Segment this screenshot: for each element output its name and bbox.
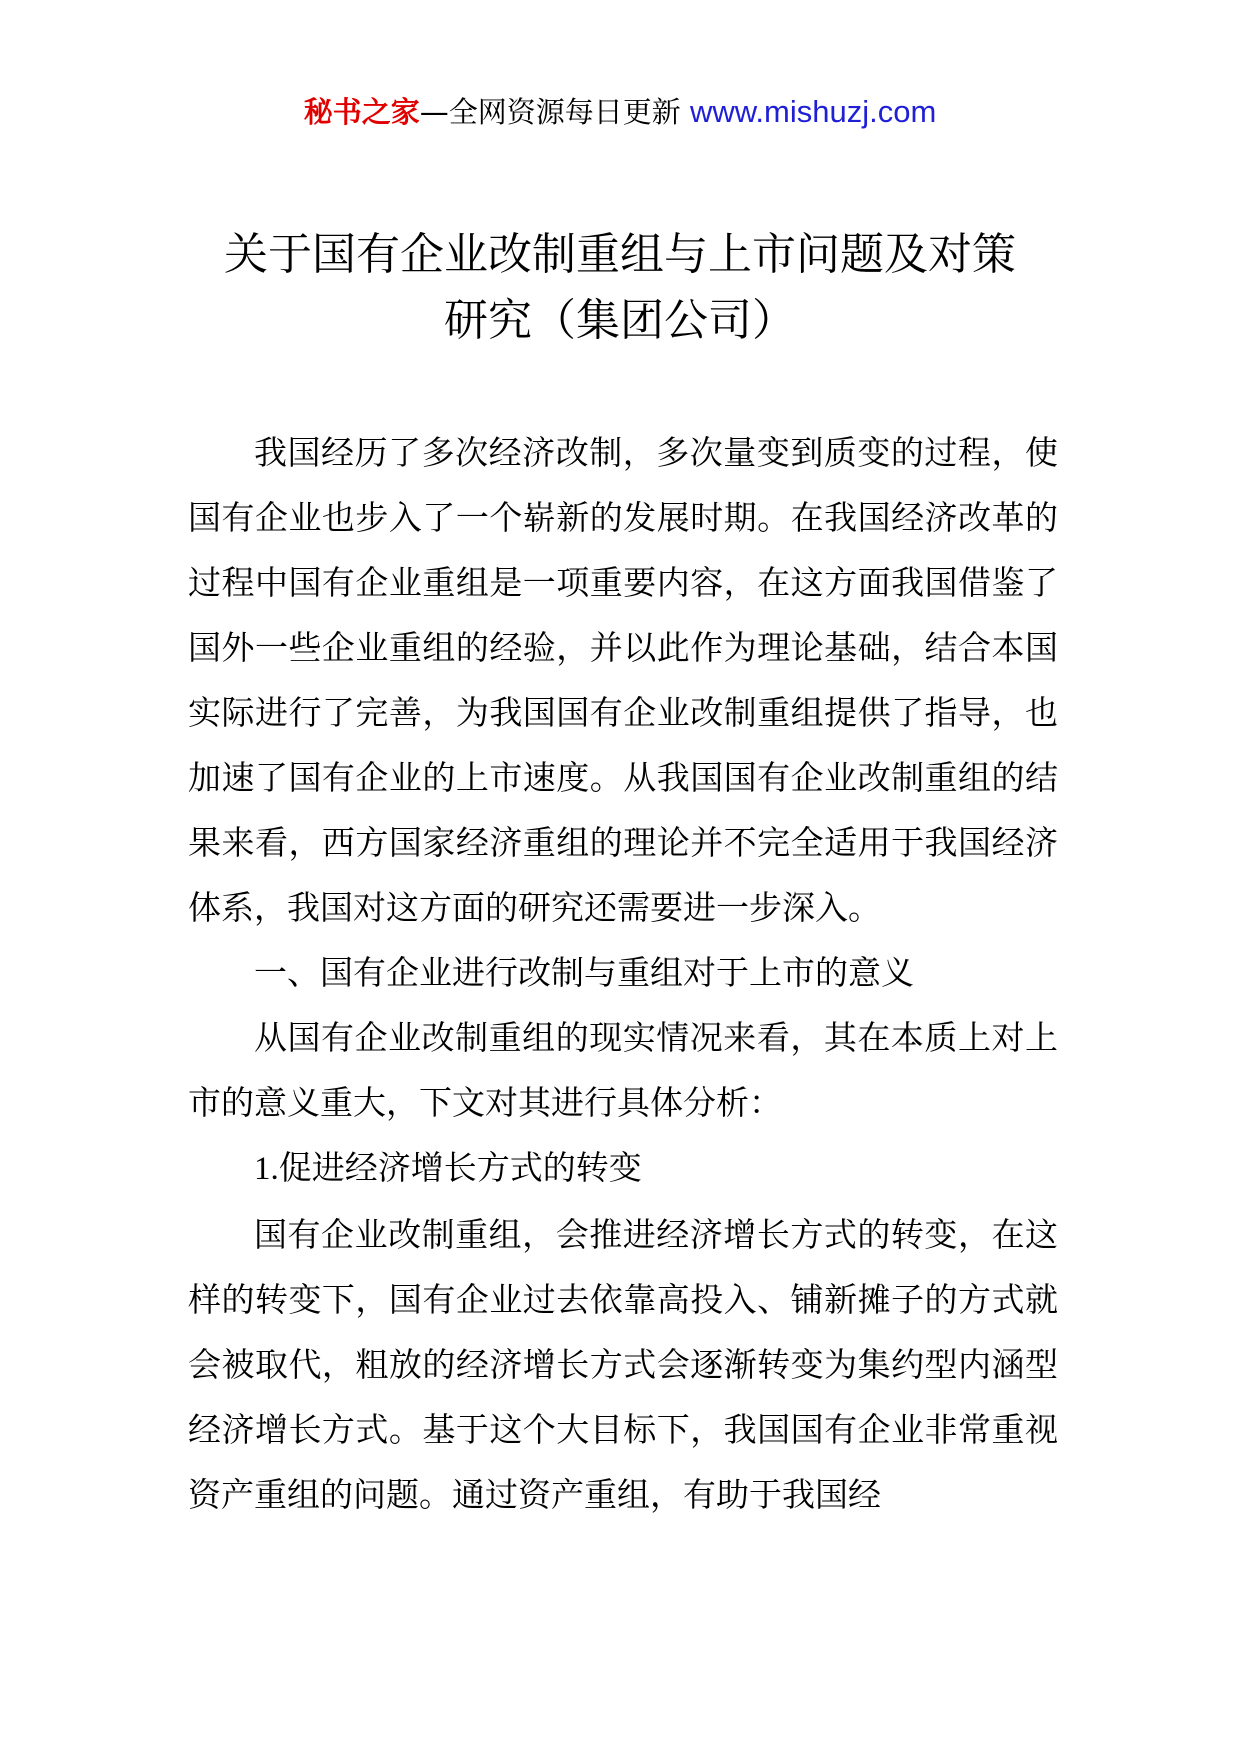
document-title xyxy=(150,222,1090,354)
site-url-link[interactable]: www.mishuzj.com xyxy=(689,94,937,129)
header-tagline: —全网资源每日更新 xyxy=(419,95,681,129)
document-body xyxy=(188,420,1058,1527)
paragraph-section-intro: 从国有企业改制重组的现实情况来看，其在本质上对上市的意义重大，下文对其进行具体分析： xyxy=(188,1018,1058,1122)
subheading-text: 促进经济增长方式的转变 xyxy=(278,1148,642,1187)
section-heading: 一、国有企业进行改制与重组对于上市的意义 xyxy=(254,953,914,992)
subheading-number: 1. xyxy=(254,1151,279,1187)
paragraph-intro: 我国经历了多次经济改制，多次量变到质变的过程，使国有企业也步入了一个崭新的发展时期。在我国经济改革的过程中国有企业重组是一项重要内容，在这方面我国借鉴了国外一些企业重组的经验，并以此作为理论基础，结合本国实际进行了完善，为我国国有企业改制重组提供了指导，也加速了国有企业的上市速度。从我国国有企业改制重组的结果来看，西方国家经济重组的理论并不完全适用于我国经济体系，我国对这方面的研究还需要进一步深入。 xyxy=(188,433,1058,927)
title-line-2: 研究（集团公司） xyxy=(444,295,796,346)
site-header xyxy=(0,92,1240,132)
subheading xyxy=(188,1135,1058,1202)
paragraph-growth: 国有企业改制重组，会推进经济增长方式的转变，在这样的转变下，国有企业过去依靠高投入、铺新摊子的方式就会被取代，粗放的经济增长方式会逐渐转变为集约型内涵型经济增长方式。基于这个大目标下，我国国有企业非常重视资产重组的问题。通过资产重组，有助于我国经 xyxy=(188,1215,1058,1514)
brand-name: 秘书之家 xyxy=(303,95,420,129)
title-line-1: 关于国有企业改制重组与上市问题及对策 xyxy=(224,229,1016,280)
